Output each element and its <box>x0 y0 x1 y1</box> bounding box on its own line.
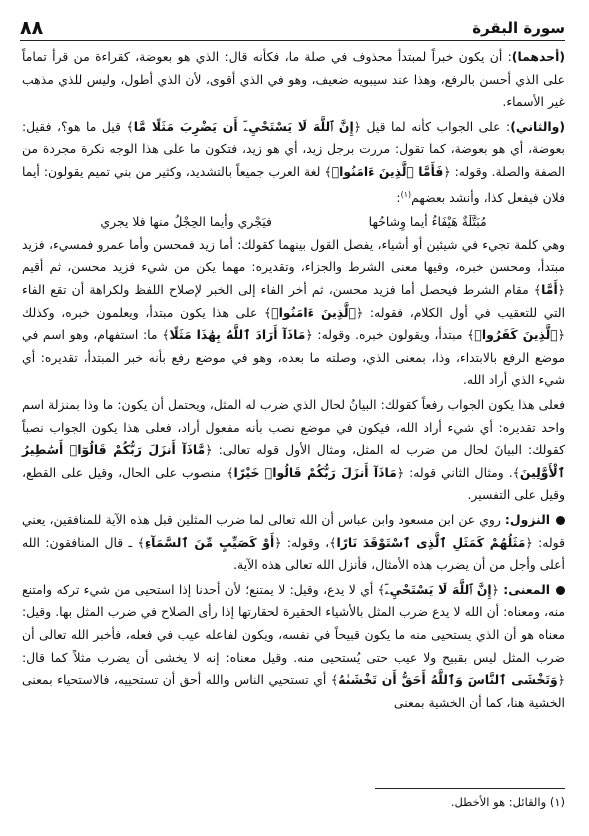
page-number: ٨٨ <box>20 17 44 39</box>
quran-quote: مَاذَآ أَنزَلَ رَبُّكُمْ قَالُوا۟ خَيْرًا <box>233 464 397 480</box>
paragraph-text: ﴾ قيل ما هو؟، فقيل: بعوضة، أي هو بعوضة، كما تقول: مررت برجل زيد، أي هو زيد، فتكون ما على هذا الوجه نكرة مجردة من الصفة والصلة. وقوله: ﴿ <box>22 118 566 179</box>
quran-quote: مَّاذَآ أَنزَلَ رَبُّكُمْ قَالُوٓا۟ أَسَٰطِيرُ ٱلْأَوَّلِينَ <box>22 442 565 480</box>
section-nuzul <box>22 509 565 577</box>
footnote-text: والقائل: هو الأخطل. <box>450 795 547 809</box>
paragraph-text: ﴾ ـ قال المنافقون: الله أعلى وأجل من أن يضرب هذه الأمثال، فأنزل الله تعالى هذه الآية. <box>22 534 565 573</box>
bullet-icon <box>556 586 565 595</box>
paragraph-text: ﴾. ومثال الثاني قوله: ﴿ <box>396 464 520 480</box>
paragraph-text: ﴾ أي لا يدع، وقيل: لا يمتنع؛ لأن أحدنا إذا استحيى من شيء تركه وامتنع منه، ومعناه: أن الله لا يدع ضرب المثل بالأشياء الحقيرة لحقارتها إذا رأى الصلاح في ضرب المثل بها. وقيل: معناه هو أن الذي يستحيى منه ما يكون قبيحاً في نفسه، ويكون لفاعله عيب في فعله، فأخبر الله تعالى أن ضرب المثل ليس بقبيح ولا عيب حتى يُستحيى منه. وقيل معناه: إنه لا يخشى أن يضرب مثلاً كما قال: ﴿ <box>22 581 565 688</box>
quran-quote: إِنَّ ٱللَّهَ لَا يَسْتَحْيِۦٓ أَن يَضْرِبَ مَثَلًا مَّا <box>133 118 354 134</box>
section-maana <box>22 579 565 715</box>
quran-quote: فَأَمَّا ٱلَّذِينَ ءَامَنُوا۟ <box>331 163 444 179</box>
paragraph-text: : أن يكون خبراً لمبتدأ محذوف في صلة ما، فكأنه قال: الذي هو بعوضة، كقراءة من قرأ تماماً على الذي أحسن بالرفع، وهذا عند سيبويه ضعيف، وهو في الذي أقوى، لأن الذي أطول، وليس للذي مذهب غير الأسماء. <box>22 49 565 110</box>
paragraph-text: وهي كلمة تجيء في شيئين أو أشياء، يفصل القول بينهما كقولك: أما زيد فمحسن وأما عمرو فمسيء، فزيد مبتدأ، ومحسن خبره، وفيها معنى الشرط والجزاء، وتقديره: مهما يكن من شيء فزيد محسن، ثم أقيم ﴿ <box>22 236 565 298</box>
paragraph-text: ﴿ <box>491 581 504 597</box>
footnote-reference: (١) <box>400 189 412 199</box>
paragraph-first-view <box>22 46 565 114</box>
paragraph-amma <box>22 234 565 392</box>
paragraph-text: ﴾ ما: استفهام، وهو اسم في موضع الرفع بالابتداء، وذا، بمعنى الذي، وصلته ما بعده، وهو في موضع رفع بأنه خبر المبتدأ، تقديره: أي شيء الذي أراد الله. <box>22 327 565 388</box>
quran-quote: ٱلَّذِينَ ءَامَنُوا۟ <box>271 304 357 320</box>
bullet-icon <box>556 516 565 525</box>
quran-quote: ٱلَّذِينَ كَفَرُوا۟ <box>474 327 558 343</box>
paragraph-text: : <box>396 189 401 205</box>
footnote <box>22 795 565 809</box>
quran-quote: مَثَلُهُمْ كَمَثَلِ ٱلَّذِى ٱسْتَوْقَدَ نَارًا <box>336 534 526 550</box>
paragraph-text: ﴾، وقوله: ﴿ <box>274 534 337 550</box>
surah-title: سورة البقرة <box>472 19 565 37</box>
paragraph-second-view <box>22 116 565 210</box>
section-label: النزول: <box>504 512 550 527</box>
paragraph-text: ﴾ أي تستحيي الناس والله أحق أن تستحييه، فالاستحياء بمعنى الخشية هنا، كما أن الخشية بمعنى <box>22 672 565 710</box>
footnote-divider <box>375 788 565 789</box>
paragraph-text: ﴾ لغة العرب جميعاً بالتشديد، وكثير من بني تميم يقولون: أيما فلان فيفعل كذا، وأنشد بعضهم <box>22 163 565 205</box>
quran-quote: أَوْ كَصَيِّبٍ مِّنَ ٱلسَّمَآءِ <box>144 534 275 550</box>
poetry-verse <box>22 211 565 234</box>
paragraph-text: روي عن ابن مسعود وابن عباس أن الله تعالى لما ضرب المثلين قبل هذه الآية للمنافقين، يعني قوله: ﴿ <box>22 512 565 550</box>
paragraph-answer <box>22 394 565 507</box>
paragraph-text: ﴾ منصوب على الحال، وقيل على القطع، وقيل على التفسير. <box>22 464 565 503</box>
quran-quote: إِنَّ ٱللَّهَ لَا يَسْتَحْيِۦٓ <box>384 581 492 597</box>
paragraph-text: فعلى هذا يكون الجواب رفعاً كقولك: البيانُ لحال الذي ضرب له المثل، ويحتمل أن يكون: ما وذا بمنزلة اسم واحد تقديره: أي شيء أراد الله، فيكون في موضع نصب بأنه مفعول أراد، فعلى هذا يكون الجواب نصباً كقولك: البيانَ لحال من ضرب له المثل، ومثال الأول قوله تعالى: ﴿ <box>22 397 565 458</box>
page-header <box>20 14 565 41</box>
paragraph-text: ﴾ على هذا يكون مبتدأ، ويعلمون خبره، وكذلك ﴿ <box>22 304 566 343</box>
paragraph-text: ﴾ مقام الشرط فيحصل أما فزيد محسن، ثم أخر الفاء إلى الخبر لإصلاح اللفظ ولكراهة أن تقع الفاء التي للتعقيب في أول الكلام، فقوله: ﴿ <box>22 282 566 320</box>
section-label: المعنى: <box>503 581 550 597</box>
verse-hemistich: فيَجْري وأيما الحِجْلُ منها فلا يجري <box>100 214 272 230</box>
quran-quote: وَتَخْشَى ٱلنَّاسَ وَٱللَّهُ أَحَقُّ أَن تَخْشَىٰهُ <box>338 672 558 688</box>
quran-quote: أَمَّا <box>541 282 558 298</box>
page-body <box>22 46 565 716</box>
paragraph-label: (أحدهما) <box>511 49 565 64</box>
quran-quote: مَاذَآ أَرَادَ ٱللَّهُ بِهَٰذَا مَثَلًا <box>169 327 306 343</box>
footnote-number: (١) <box>549 795 565 809</box>
paragraph-text: ﴾ مبتدأ، ويقولون خبره. وقوله: ﴿ <box>305 327 475 343</box>
paragraph-label: (والثاني) <box>510 118 566 134</box>
verse-hemistich: مُبَتَّلَةٌ هَيْفَاءُ أيما وِشاحُها <box>368 214 487 230</box>
paragraph-text: : على الجواب كأنه لما قيل ﴿ <box>353 118 511 134</box>
